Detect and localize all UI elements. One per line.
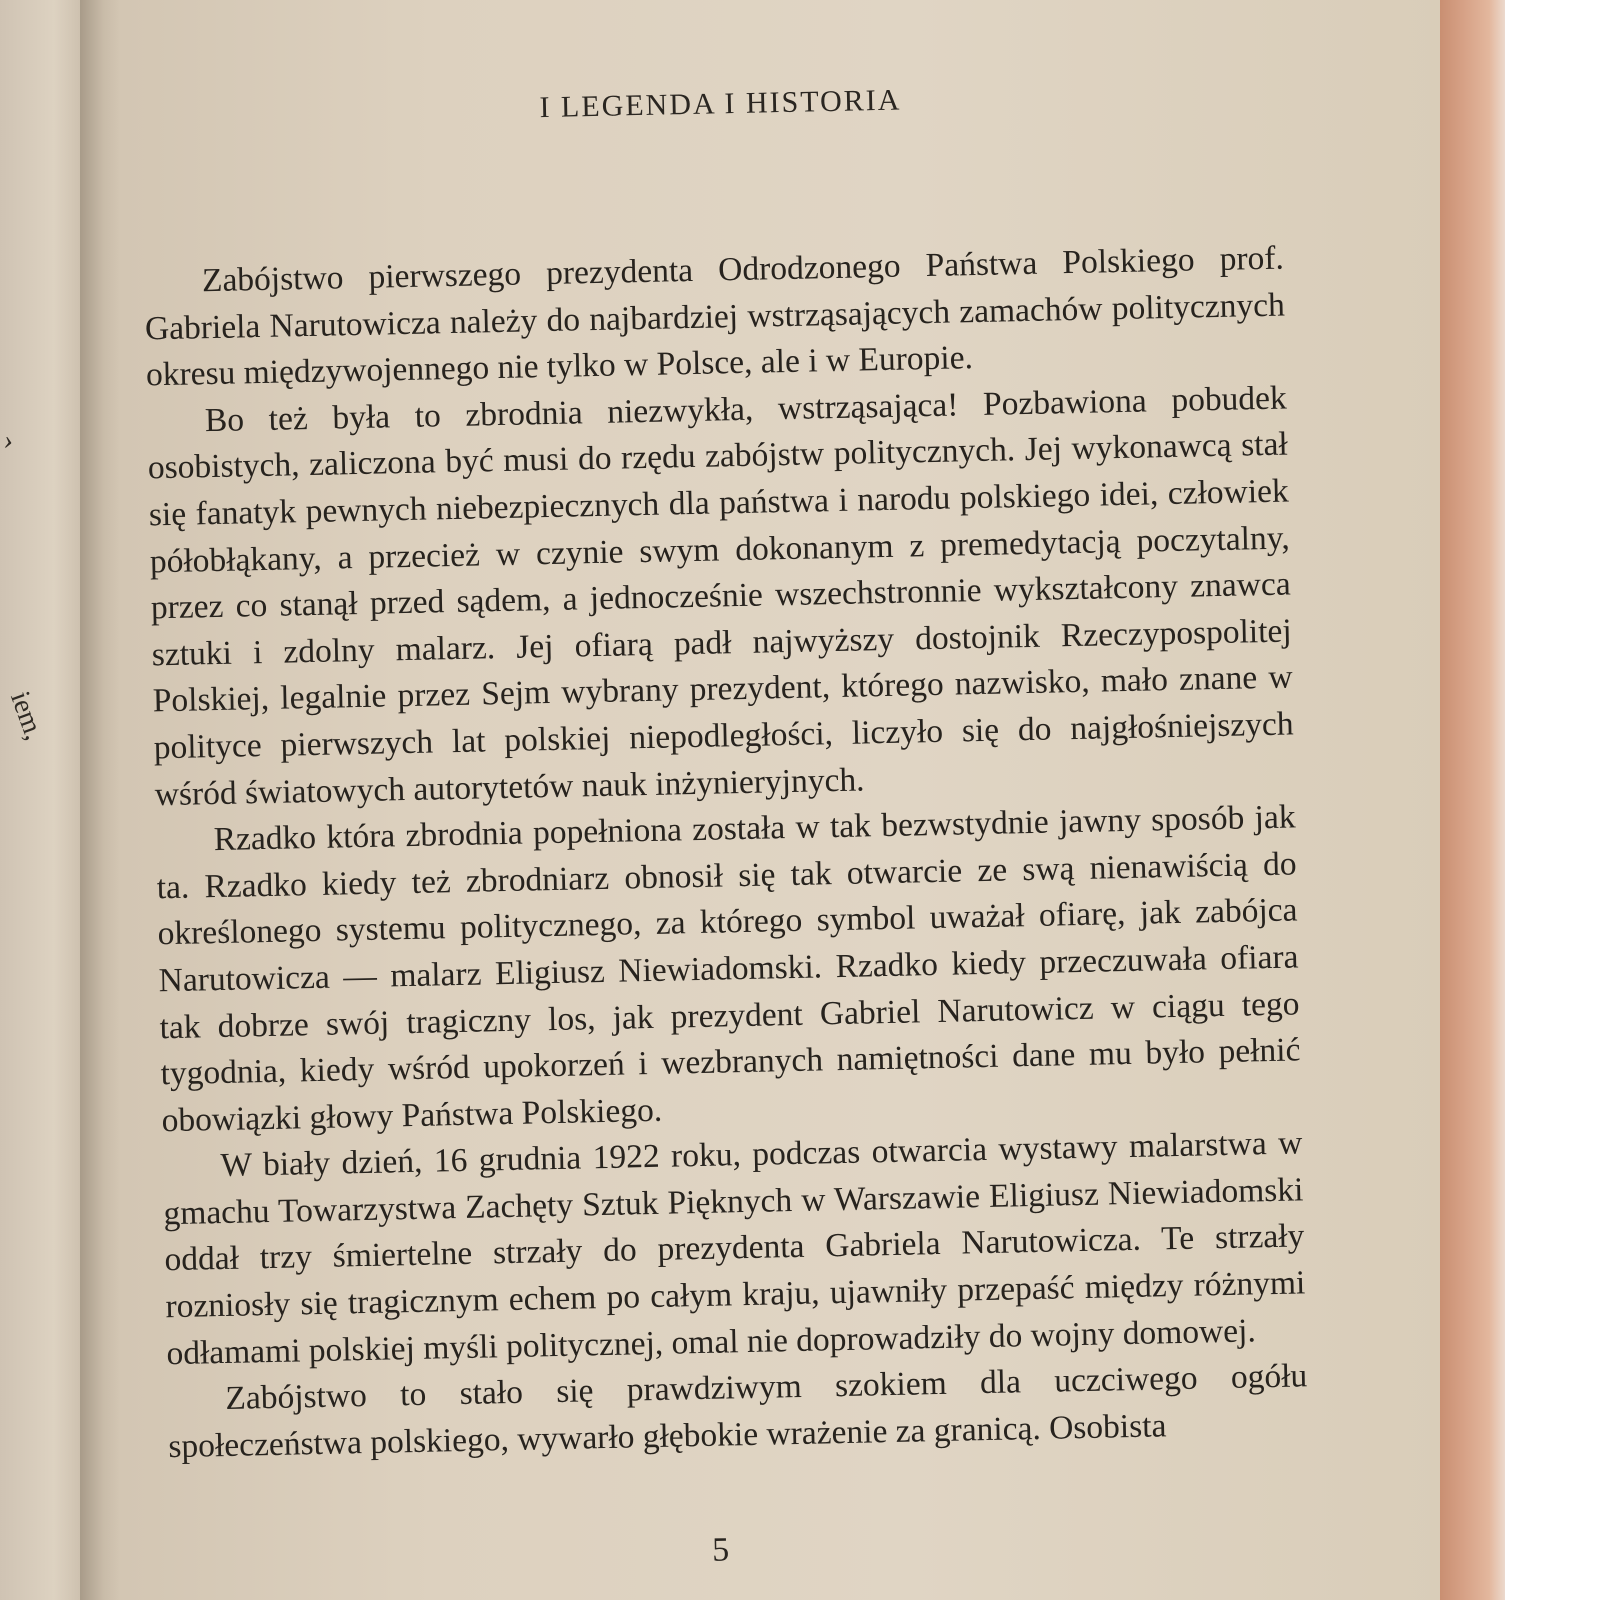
paragraph: Rzadko która zbrodnia popełniona została w tak bezwstydnie jawny sposób jak ta. Rzadko kiedy też zbrodniarz obnosił się tak otwarcie ze swą nienawiścią do określonego systemu politycznego, za którego symbol uważał ofiarę, jak zabójca Narutowicza — malarz Eligiusz Niewiadomski. Rzadko kiedy przeczuwała ofiara tak dobrze swój tragiczny los, jak prezydent Gabriel Narutowicz w ciągu tego tygodnia, kiedy wśród upokorzeń i wezbranych namiętności dane mu było pełnić obowiązki głowy Państwa Polskiego.	[156, 798, 1301, 1139]
page-gutter-shadow	[80, 0, 120, 1600]
paragraph: W biały dzień, 16 grudnia 1922 roku, podczas otwarcia wystawy malarstwa w gmachu Towarzystwa Zachęty Sztuk Pięknych w Warszawie Eligiusz Niewiadomski oddał trzy śmiertelne strzały do prezydenta Gabriela Narutowicza. Te strzały rozniosły się tragicznym echem po całym kraju, ujawniły przepaść między różnymi odłamami polskiej myśli politycznej, omal nie doprowadziły do wojny domowej.	[163, 1124, 1306, 1372]
chapter-title: I LEGENDA I HISTORIA	[539, 83, 902, 125]
left-page-chevron-fragment: ›	[1, 424, 16, 457]
page-number: 5	[711, 1531, 730, 1569]
body-text	[144, 236, 1309, 1471]
book-page	[95, 0, 1445, 1600]
paragraph: Zabójstwo pierwszego prezydenta Odrodzonego Państwa Polskiego prof. Gabriela Narutowicza należy do najbardziej wstrząsających zamachów politycznych okresu międzywojennego nie tylko w Polsce, ale i w Europie.	[144, 239, 1286, 394]
paragraph: Bo też była to zbrodnia niezwykła, wstrząsająca! Pozbawiona pobudek osobistych, zaliczona być musi do rzędu zabójstw politycznych. Jej wykonawcą stał się fanatyk pewnych niebezpiecznych dla państwa i narodu polskiego idei, człowiek półobłąkany, a przecież w czynie swym dokonanym z premedytacją poczytalny, przez co stanął przed sądem, a jednocześnie wszechstronnie wykształcony znawca sztuki i zdolny malarz. Jej ofiarą padł najwyższy dostojnik Rzeczypospolitej Polskiej, legalnie przez Sejm wybrany prezydent, którego nazwisko, mało znane w polityce pierwszych lat polskiej niepodległości, liczyło się do najgłośniejszych wśród światowych autorytetów nauk inżynieryjnych.	[147, 379, 1294, 813]
background-edge	[1505, 0, 1600, 1600]
left-page-word-fragment: iem,	[4, 687, 50, 745]
paragraph: Zabójstwo to stało się prawdziwym szokiem dla uczciwego ogółu społeczeństwa polskiego, wywarło głębokie wrażenie za granicą. Osobista	[168, 1357, 1308, 1466]
book-cover-edge	[1440, 0, 1510, 1600]
page-text-block	[78, 0, 1461, 1600]
previous-page-edge	[0, 0, 90, 1600]
